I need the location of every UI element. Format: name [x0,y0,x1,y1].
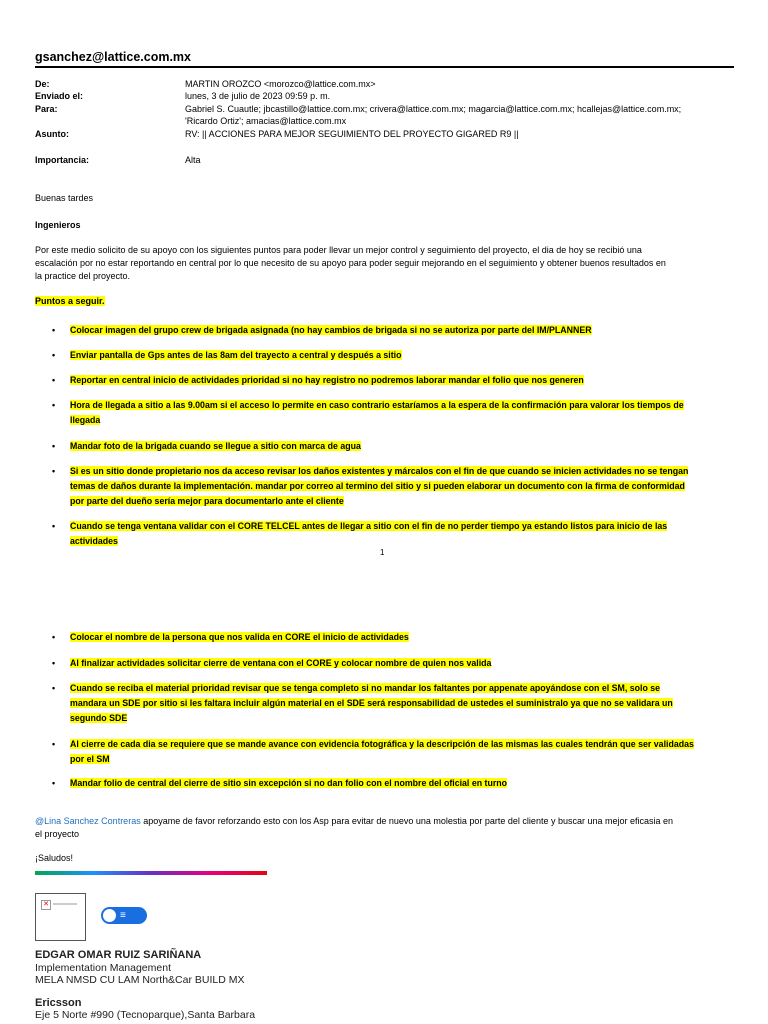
subject-label: Asunto: [35,129,69,139]
bullet-item: • Al finalizar actividades solicitar cierre de ventana con el CORE y colocar nombre de quien nos valida [52,656,732,671]
bullet-dot: • [52,778,56,788]
toggle-knob [103,909,116,922]
bullet-dot: • [52,441,56,451]
bullet-item: • Enviar pantalla de Gps antes de las 8am del trayecto a central y después a sitio [52,348,732,363]
closing: ¡Saludos! [35,853,74,863]
from-label: De: [35,79,50,89]
logo-image-placeholder [35,893,86,941]
signature-gradient-bar [35,871,267,875]
points-title: Puntos a seguir. [35,296,105,306]
subject-value: RV: || ACCIONES PARA MEJOR SEGUIMIENTO DEL PROYECTO GIGARED R9 || [185,129,519,139]
intro-line-2: escalación por no estar reportando en central por lo que necesito de su apoyo para poder seguir mejorando en el seguimiento y obtener buenos resultados en [35,258,666,268]
signature-address: Eje 5 Norte #990 (Tecnoparque),Santa Barbara [35,1009,256,1021]
bullet-item: • Mandar folio de central del cierre de sitio sin excepción si no dan folio con el nombre del oficial en turno [52,776,732,791]
bullet-dot: • [52,739,56,749]
toggle-icon[interactable] [101,907,147,924]
broken-image-icon: ✕ [41,900,51,910]
greeting: Buenas tardes [35,193,94,203]
importance-label: Importancia: [35,155,90,165]
bullet-item: • Cuando se tenga ventana validar con el CORE TELCEL antes de llegar a sitio con el fin de no perder tiempo ya estando listos para inicio de las actividades [52,521,668,546]
bullet-dot: • [52,632,56,642]
intro-line-1: Por este medio solicito de su apoyo con los siguientes puntos para poder llevar un mejor control y seguimiento del proyecto, el dia de hoy se recibió una [35,245,642,255]
bullet-item: • Al cierre de cada dia se requiere que se mande avance con evidencia fotográfica y la descripción de las mismas las cuales tendrán que ser validadas por el SM [52,739,694,764]
bullet-dot: • [52,466,56,476]
salutation: Ingenieros [35,220,81,230]
image-alt-text [53,903,77,905]
request-line-2: el proyecto [35,829,80,839]
bullet-item: • Mandar foto de la brigada cuando se llegue a sitio con marca de agua [52,439,732,454]
header-rule [35,66,734,68]
request-line-1: apoyame de favor reforzando esto con los Asp para evitar de nuevo una molestia por parte del cliente y buscar una mejor eficasia en [140,816,674,826]
to-value-1: Gabriel S. Cuautle; jbcastillo@lattice.com.mx; crivera@lattice.com.mx; magarcia@lattice.com.mx; hcallejas@lattice.com.mx; [185,104,682,114]
sent-label: Enviado el: [35,91,84,101]
intro-line-3: la practice del proyecto. [35,271,131,281]
signature-name: EDGAR OMAR RUIZ SARIÑANA [35,949,202,961]
bullet-dot: • [52,325,56,335]
bullet-item: • Colocar el nombre de la persona que nos valida en CORE el inicio de actividades [52,630,732,645]
from-value: MARTIN OROZCO <morozco@lattice.com.mx> [185,79,376,89]
bullet-dot: • [52,658,56,668]
bullet-item: • Hora de llegada a sitio a las 9.00am si el acceso lo permite en caso contrario estaríamos a la espera de la confirmación para valorar los tiempos de llegada [52,400,684,425]
bullet-dot: • [52,400,56,410]
signature-role: Implementation Management [35,962,171,974]
signature-unit: MELA NMSD CU LAM North&Car BUILD MX [35,974,245,986]
bullet-item: • Colocar imagen del grupo crew de brigada asignada (no hay cambios de brigada si no se autoriza por parte del IM/PLANNER [52,323,732,338]
to-label: Para: [35,104,58,114]
sender-email: gsanchez@lattice.com.mx [35,50,191,64]
mention-link[interactable]: @Lina Sanchez Contreras [35,816,141,826]
signature-company: Ericsson [35,997,82,1009]
bullet-dot: • [52,350,56,360]
bullet-item: • Cuando se reciba el material prioridad revisar que se tenga completo si no mandar los faltantes por appenate apoyándose con el SM, solo se mandara un SDE por sitio si les faltara incluir algún material en el SDE será responsabilidad de ustedes el suministralo ya que no se validara un segundo SDE [52,683,673,723]
bullet-dot: • [52,375,56,385]
bullet-dot: • [52,521,56,531]
bullet-item: • Reportar en central inicio de actividades prioridad si no hay registro no podremos laborar mandar el folio que nos generen [52,373,732,388]
intro-paragraph [35,244,730,283]
page-number: 1 [380,548,385,557]
bullet-dot: • [52,683,56,693]
importance-value: Alta [185,155,201,165]
toggle-glyph-icon: ≡ [120,910,126,921]
to-value-2: 'Ricardo Ortiz'; amacias@lattice.com.mx [185,116,347,126]
bullet-item: • Si es un sitio donde propietario nos da acceso revisar los daños existentes y márcalos con el fin de que cuando se inicien actividades no se tengan temas de daños durante la implementación. mandar por correo al termino del sitio y si pueden elaborar un documento con la firma de conformidad por parte del dueño sería mejor para documentarlo ante el cliente [52,466,689,506]
sent-value: lunes, 3 de julio de 2023 09:59 p. m. [185,91,331,101]
request-paragraph [35,815,730,841]
